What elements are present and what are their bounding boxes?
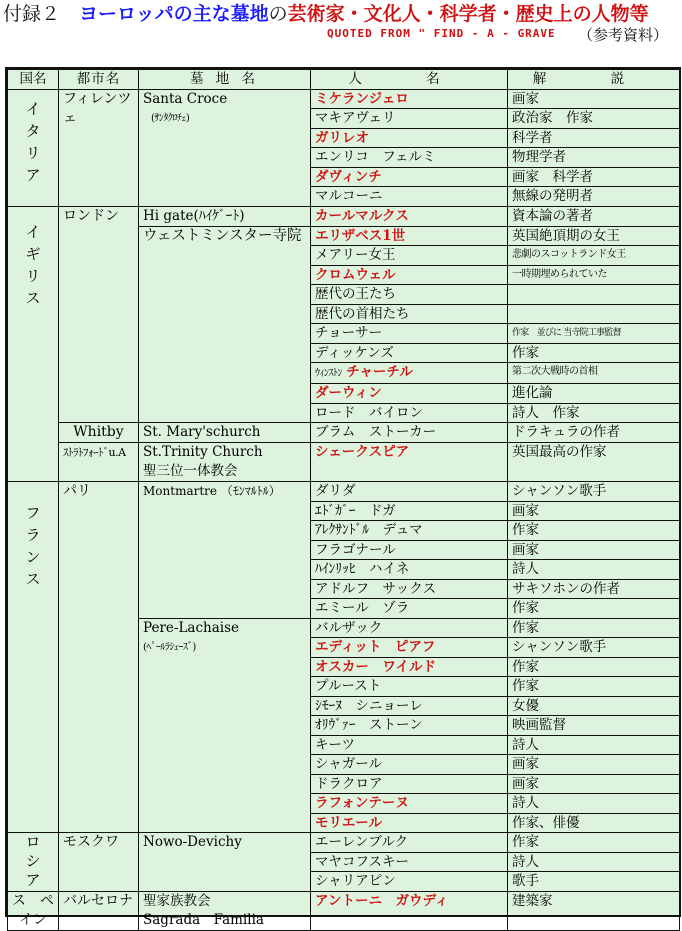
quoted-source: QUOTED FROM " FIND - A - GRAVE — [327, 27, 556, 40]
cemetery-pere-lachaise: Pere-Lachaise (ﾍﾟｰﾙﾗｼｪｰｽﾞ) — [139, 618, 311, 833]
document-header — [0, 0, 682, 66]
person-name: アントーニ ガウディ — [311, 891, 508, 930]
person-name: ﾊｲﾝﾘｯﾋ ハイネ — [311, 560, 508, 580]
person-name: 歴代の王たち — [311, 285, 508, 305]
person-note: 映画監督 — [508, 716, 680, 736]
person-note: 資本論の著者 — [508, 206, 680, 226]
person-name — [311, 363, 508, 384]
title-prefix: 付録２ — [3, 3, 80, 25]
person-note: 詩人 — [508, 560, 680, 580]
person-note: 作家 — [508, 657, 680, 677]
table-row — [8, 89, 680, 109]
cemetery-highgate: Hi gate(ﾊｲｹﾞｰﾄ) — [139, 206, 311, 226]
person-name: ディッケンズ — [311, 343, 508, 363]
country-spain: ス ペ イン — [8, 891, 59, 930]
document-title — [3, 2, 649, 26]
person-note: 画家 — [508, 774, 680, 794]
col-person: 人 名 — [311, 70, 508, 90]
col-note: 解 説 — [508, 70, 680, 90]
cemetery-santa-croce: Santa Croce (ｻﾝﾀｸﾛﾁｪ) — [139, 89, 311, 206]
person-note: 詩人 — [508, 735, 680, 755]
person-name: チョーサー — [311, 324, 508, 344]
cemetery-montmartre: Montmartre （ﾓﾝﾏﾙﾄﾙ） — [139, 482, 311, 619]
person-name: マキアヴェリ — [311, 109, 508, 129]
person-note: 作家 — [508, 343, 680, 363]
table-row — [8, 443, 680, 482]
person-note: 科学者 — [508, 128, 680, 148]
person-note: 詩人 — [508, 794, 680, 814]
title-people: 芸術家・文化人・科学者・歴史上の人物等 — [287, 3, 649, 25]
table-header-row — [8, 70, 680, 90]
person-note: 作家 — [508, 833, 680, 853]
person-note: 作家 — [508, 599, 680, 619]
person-note: 無線の発明者 — [508, 187, 680, 207]
person-note: 建築家 — [508, 891, 680, 930]
person-name: フラゴナール — [311, 540, 508, 560]
person-name: ｱﾚｸｻﾝﾄﾞﾙ デュマ — [311, 521, 508, 541]
person-name: シェークスピア — [311, 443, 508, 482]
person-note: 画家 — [508, 755, 680, 775]
city-paris: パリ — [59, 482, 139, 833]
city-barcelona: バルセロナ — [59, 891, 139, 930]
person-note — [508, 304, 680, 324]
person-note: 第二次大戦時の首相 — [508, 363, 680, 384]
person-name: マルコーニ — [311, 187, 508, 207]
cemetery-table-frame — [5, 67, 681, 928]
table-row — [8, 482, 680, 502]
person-name: ダーウィン — [311, 384, 508, 404]
person-name: エミール ゾラ — [311, 599, 508, 619]
person-name: エディット ピアフ — [311, 638, 508, 658]
person-note: 英国絶頂期の女王 — [508, 226, 680, 246]
person-note: 作家 — [508, 618, 680, 638]
person-name: ラフォンテーヌ — [311, 794, 508, 814]
col-cemetery: 墓 地 名 — [139, 70, 311, 90]
person-note: 詩人 — [508, 852, 680, 872]
person-name: ドラクロア — [311, 774, 508, 794]
person-name: カールマルクス — [311, 206, 508, 226]
person-name: アドルフ サックス — [311, 579, 508, 599]
person-note: 政治家 作家 — [508, 109, 680, 129]
cemetery-trinity: St.Trinity Church 聖三位一体教会 — [139, 443, 311, 482]
country-france: フ ラ ン ス — [8, 482, 59, 833]
person-name: オスカー ワイルド — [311, 657, 508, 677]
person-note: 画家 — [508, 89, 680, 109]
person-note: 英国最高の作家 — [508, 443, 680, 482]
person-note: 画家 — [508, 501, 680, 521]
person-name: 歴代の首相たち — [311, 304, 508, 324]
person-name: ブラム ストーカー — [311, 423, 508, 443]
person-note: 作家 — [508, 677, 680, 697]
person-note: 女優 — [508, 696, 680, 716]
person-name: キーツ — [311, 735, 508, 755]
city-moscow: モスクワ — [59, 833, 139, 892]
person-note: 物理学者 — [508, 148, 680, 168]
city-london: ロンドン — [59, 206, 139, 423]
person-note: サキソホンの作者 — [508, 579, 680, 599]
person-note: ドラキュラの作者 — [508, 423, 680, 443]
person-name: ガリレオ — [311, 128, 508, 148]
person-name: ダリダ — [311, 482, 508, 502]
cemetery-westminster: ウェストミンスター寺院 — [139, 226, 311, 423]
city-stratford: ｽﾄﾗﾄﾌｫｰﾄﾞu.A — [59, 443, 139, 482]
person-name: エンリコ フェルミ — [311, 148, 508, 168]
table-row — [8, 206, 680, 226]
cemetery-novodevichy: Nowo-Devichy — [139, 833, 311, 892]
col-country: 国名 — [8, 70, 59, 90]
title-mid: の — [268, 3, 288, 25]
person-name: シャリアピン — [311, 872, 508, 892]
person-name: ｴﾄﾞｶﾞｰ ドガ — [311, 501, 508, 521]
city-florence: フィレンツェ — [59, 89, 139, 206]
person-note: 歌手 — [508, 872, 680, 892]
person-name-main: チャーチル — [346, 364, 413, 380]
cemetery-st-marys: St. Mary'schurch — [139, 423, 311, 443]
person-name: ロード バイロン — [311, 403, 508, 423]
cemetery-sagrada-familia: 聖家族教会 Sagrada Familia — [139, 891, 311, 930]
person-name: クロムウェル — [311, 265, 508, 285]
person-name: エーレンブルク — [311, 833, 508, 853]
country-russia: ロ シ ア — [8, 833, 59, 892]
person-name: ダヴィンチ — [311, 167, 508, 187]
person-name: プルースト — [311, 677, 508, 697]
table-row — [8, 423, 680, 443]
person-note: 作家、俳優 — [508, 813, 680, 833]
title-main: ヨーロッパの主な墓地 — [79, 3, 269, 25]
person-note: シャンソン歌手 — [508, 482, 680, 502]
person-name-prefix: ｳｨﾝｽﾄﾝ — [315, 368, 342, 379]
person-name: バルザック — [311, 618, 508, 638]
person-note: シャンソン歌手 — [508, 638, 680, 658]
person-note: 作家 — [508, 521, 680, 541]
person-note: 進化論 — [508, 384, 680, 404]
cemetery-table — [7, 69, 680, 931]
reference-label: （参考資料） — [578, 26, 669, 44]
person-name: ｵﾘｳﾞｧｰ ストーン — [311, 716, 508, 736]
table-row — [8, 891, 680, 930]
person-name: マヤコフスキー — [311, 852, 508, 872]
person-note — [508, 285, 680, 305]
person-note: 一時期埋められていた — [508, 265, 680, 285]
col-city: 都市名 — [59, 70, 139, 90]
person-note: 詩人 作家 — [508, 403, 680, 423]
city-whitby: Whitby — [59, 423, 139, 443]
country-uk: イ ギ リ ス — [8, 206, 59, 482]
person-name: メアリー女王 — [311, 246, 508, 266]
table-row — [8, 833, 680, 853]
person-name: エリザベス1世 — [311, 226, 508, 246]
country-italy: イ タ リ ア — [8, 89, 59, 206]
person-name: シャガール — [311, 755, 508, 775]
person-name: ｼﾓｰﾇ シニョーレ — [311, 696, 508, 716]
person-name: モリエール — [311, 813, 508, 833]
person-note: 画家 科学者 — [508, 167, 680, 187]
person-note: 悲劇のスコットランド女王 — [508, 246, 680, 266]
person-note: 作家 並びに 当寺院工事監督 — [508, 324, 680, 344]
person-note: 画家 — [508, 540, 680, 560]
person-name: ミケランジェロ — [311, 89, 508, 109]
